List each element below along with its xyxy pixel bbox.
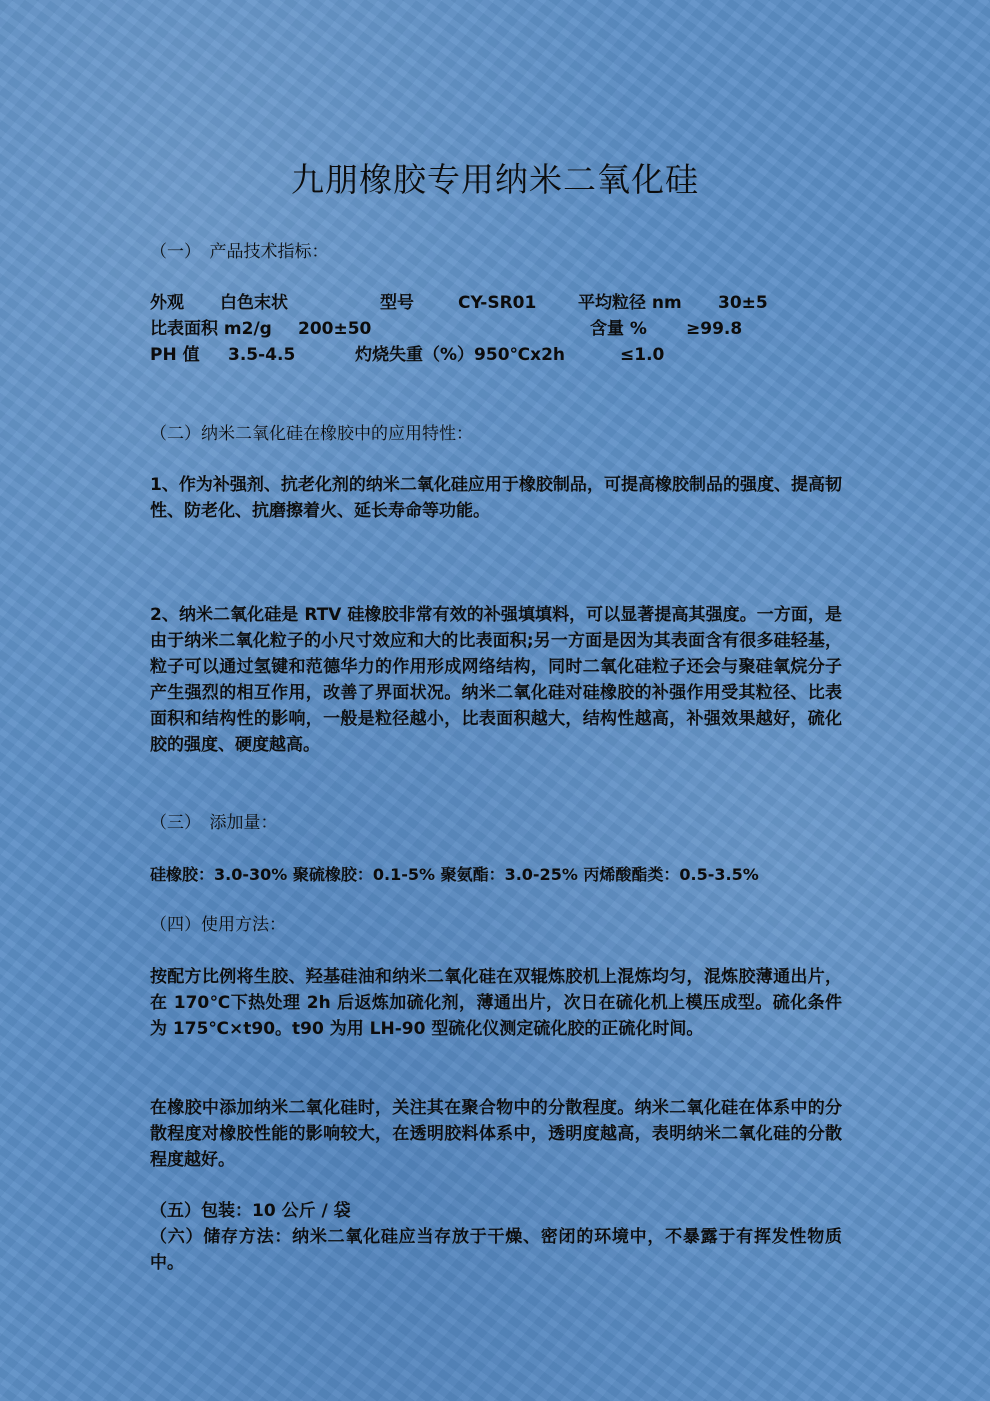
section2-paragraph-2: 2、纳米二氧化硅是 RTV 硅橡胶非常有效的补强填填料，可以显著提高其强度。一方面，是由于纳米二氧化粒子的小尺寸效应和大的比表面积;另一方面是因为其表面含有很多硅轻基，粒子可以通过氢键和范德华力的作用形成网络结构，同时二氧化硅粒子还会与聚硅氧烷分子产生强烈的相互作用，改善了界面状况。纳米二氧化硅对硅橡胶的补强作用受其粒径、比表面积和结构性的影响，一般是粒径越小，比表面积越大，结构性越高，补强效果越好，硫化胶的强度、硬度越高。	[150, 605, 842, 755]
ph-label: PH 值	[150, 345, 200, 365]
surface-area-value: 200±50	[298, 319, 372, 339]
storage-info: （六）储存方法：纳米二氧化硅应当存放于干燥、密闭的环境中，不暴露于有挥发性物质中。	[150, 1227, 842, 1273]
spec-row-2	[150, 316, 850, 342]
addition-amounts: 硅橡胶：3.0-30% 聚硫橡胶：0.1-5% 聚氨酯：3.0-25% 丙烯酸酯类：0.5-3.5%	[150, 865, 759, 884]
ph-value: 3.5-4.5	[228, 345, 296, 365]
appearance-label: 外观	[150, 293, 184, 313]
spec-row-3	[150, 342, 850, 368]
size-value: 30±5	[718, 293, 768, 313]
surface-area-label: 比表面积 m2/g	[150, 319, 272, 339]
ignition-loss-value: ≤1.0	[620, 345, 665, 365]
ignition-loss-label: 灼烧失重（%）950℃x2h	[355, 345, 566, 365]
section1-heading: （一） 产品技术指标：	[150, 242, 329, 262]
model-label: 型号	[380, 293, 414, 313]
size-label: 平均粒径 nm	[578, 293, 682, 313]
appearance-value: 白色末状	[220, 293, 288, 313]
section4-paragraph-1: 按配方比例将生胶、羟基硅油和纳米二氧化硅在双辊炼胶机上混炼均匀，混炼胶薄通出片，在 170℃下热处理 2h 后返炼加硫化剂，薄通出片，次日在硫化机上模压成型。硫化条件为 175℃×t90。t90 为用 LH-90 型硫化仪测定硫化胶的正硫化时间。	[150, 967, 842, 1039]
section2-paragraph-1: 1、作为补强剂、抗老化剂的纳米二氧化硅应用于橡胶制品，可提高橡胶制品的强度、提高韧性、防老化、抗磨擦着火、延长寿命等功能。	[150, 475, 842, 521]
spec-row-1	[150, 290, 850, 316]
section2-heading: （二）纳米二氧化硅在橡胶中的应用特性：	[150, 424, 473, 444]
packaging-info: （五）包装：10 公斤 / 袋	[150, 1201, 351, 1221]
model-value: CY-SR01	[458, 293, 537, 313]
content-value: ≥99.8	[686, 319, 743, 339]
content-label: 含量 %	[590, 319, 647, 339]
section4-heading: （四）使用方法：	[150, 915, 286, 935]
document-title: 九朋橡胶专用纳米二氧化硅	[291, 160, 699, 199]
section4-paragraph-2: 在橡胶中添加纳米二氧化硅时，关注其在聚合物中的分散程度。纳米二氧化硅在体系中的分散程度对橡胶性能的影响较大，在透明胶料体系中，透明度越高，表明纳米二氧化硅的分散程度越好。	[150, 1098, 842, 1170]
section3-heading: （三） 添加量：	[150, 813, 278, 833]
